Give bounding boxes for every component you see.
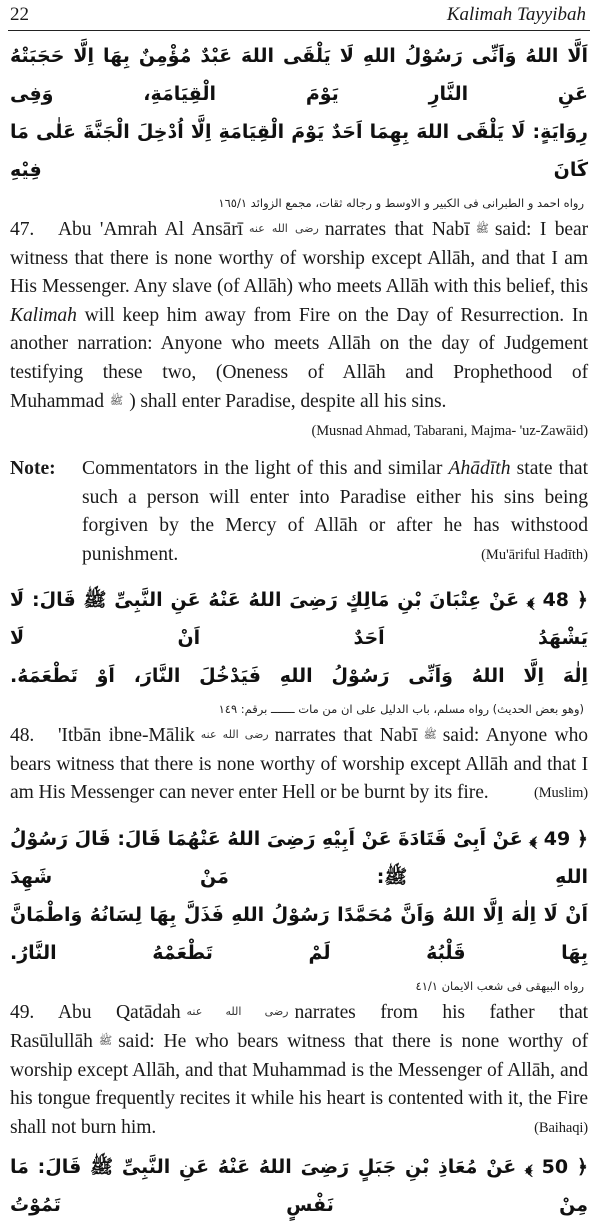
reference: (Mu'āriful Hadīth) (481, 546, 588, 563)
commentary-note (10, 455, 588, 569)
radiallahu-anhu-icon: رضی الله عنه (248, 222, 319, 235)
salawat-icon: ﷺ (98, 1034, 113, 1047)
hadith-number: 47. (10, 219, 35, 240)
hadith-50-arabic: ﴿ 50 ﴾ عَنْ مُعَاذِ بْنِ جَبَلٍ رَضِیَ اللهُ عَنْهُ عَنِ النَّبِیِّ ﷺ قَالَ: مَا مِنْ نَفْسٍ تَمُوْتُ (10, 1156, 588, 1216)
running-header (8, 0, 590, 31)
arabic-line: اَلَّا اللهُ وَاَنِّی رَسُوْلُ اللهِ لَا یَلْقَی اللهَ عَبْدٌ مُؤْمِنٌ بِهَا اِلَّا حَجَبَتْهُ عَنِ النَّارِ یَوْمَ الْقِیَامَةِ، وَفِی (10, 45, 588, 105)
radiallahu-anhu-icon: رضی الله عنه (200, 728, 269, 741)
arabic-line: ﴿ 49 ﴾ عَنْ اَبِیْ قَتَادَةَ عَنْ اَبِیْهِ رَضِیَ اللهُ عَنْهُمَا قَالَ: قَالَ رَسُوْلُ اللهِ ﷺ: مَنْ شَهِدَ (10, 827, 588, 888)
hadith-49-translation: 49. Abu Qatādah رضی الله عنه narrates from his father that Rasūlullāh ﷺ said: He who bears witness that there is none worthy of worship except Allāh, and that Muhammad is the Messenger of Allāh, and his tongue frequently recites it while his heart is contented with it, the Fire shall not burn him. (Baihaqi) (10, 998, 588, 1143)
arabic-source: رواه احمد و الطبرانی فی الکبیر و الاوسط و رجاله ثقات، مجمع الزوائد ١٦٥/١ (218, 196, 584, 210)
note-label: Note: (10, 458, 56, 479)
hadith-49-arabic (8, 820, 590, 972)
salawat-icon: ﷺ (109, 394, 124, 407)
reference: (Baihaqi) (534, 1119, 588, 1136)
hadith-number: 48. (10, 725, 35, 746)
arabic-line: ﴿ 48 ﴾ عَنْ عِتْبَانَ بْنِ مَالِكٍ رَضِیَ اللهُ عَنْهُ عَنِ النَّبِیِّ ﷺ قَالَ: لَا یَشْهَدُ اَحَدٌ اَنْ لَا (10, 589, 588, 649)
hadith-48-arabic (8, 581, 590, 695)
arabic-line: اَنْ لَا اِلٰهَ اِلَّا اللهُ وَاَنَّ مُحَمَّدًا رَسُوْلُ اللهِ فَذَلَّ بِهَا لِسَانُهُ وَاطْمَانَّ بِهَا قَلْبُهُ لَمْ تَطْعَمْهُ النَّارُ. (10, 903, 588, 964)
hadith-47-translation: 47. Abu 'Amrah Al Ansārī رضی الله عنه narrates that Nabī ﷺ said: I bear witness that there is none worthy of worship except Allāh, and that I am His Messenger. Any slave (of Allāh) who meets Allāh with this belief, this Kalimah will keep him away from Fire on the Day of Resurrection. In another narration: Anyone who meets Allāh on the day of Judgement testifying these two, (Oneness of Allāh and Prophethood of Muhammad ﷺ ) shall enter Paradise, despite all his sins. (Musnad Ahmad, Tabarani, Majma- 'uz-Zawāid) (10, 215, 588, 445)
salawat-icon: ﷺ (423, 728, 437, 741)
hadith-47-arabic (8, 37, 590, 189)
reference: (Muslim) (534, 785, 588, 801)
arabic-source: (وهو بعض الحدیث) رواه مسلم، باب الدلیل علی ان من مات ـــــــ برقم: ١٤٩ (218, 702, 584, 716)
page-number: 22 (10, 4, 29, 25)
note-body: Commentators in the light of this and similar Ahādīth state that such a person will enter into Paradise either his sins being forgiven by the Mercy of Allāh or after he has withstood punishment. (Mu'āriful Hadīth) (82, 455, 588, 569)
salawat-icon: ﷺ (475, 222, 489, 235)
arabic-source: رواه البیهقی فی شعب الایمان ٤١/١ (415, 978, 584, 993)
arabic-line: اِلٰهَ اِلَّا اللهُ وَاَنِّی رَسُوْلُ اللهِ فَیَدْخُلَ النَّارَ، اَوْ تَطْعَمَهُ. (10, 665, 588, 687)
arabic-line: رِوَایَةٍ: لَا یَلْقَی اللهَ بِهِمَا اَحَدٌ یَوْمَ الْقِیَامَةِ اِلَّا اُدْخِلَ الْجَنَّةَ عَلٰی مَا کَانَ فِیْهِ (10, 121, 588, 181)
reference: (Musnad Ahmad, Tabarani, Majma- 'uz-Zawāid) (311, 422, 588, 439)
radiallahu-anhu-icon: رضی الله عنه (186, 1004, 289, 1018)
hadith-48-translation: 48. 'Itbān ibne-Mālik رضی الله عنه narrates that Nabī ﷺ said: Anyone who bears witness that there is none worthy of worship except Allāh and that I am His Messenger can never enter Hell or be burnt by its fire. (Muslim) (10, 721, 588, 808)
book-title: Kalimah Tayyibah (446, 4, 586, 25)
hadith-number: 49. (10, 1001, 35, 1023)
